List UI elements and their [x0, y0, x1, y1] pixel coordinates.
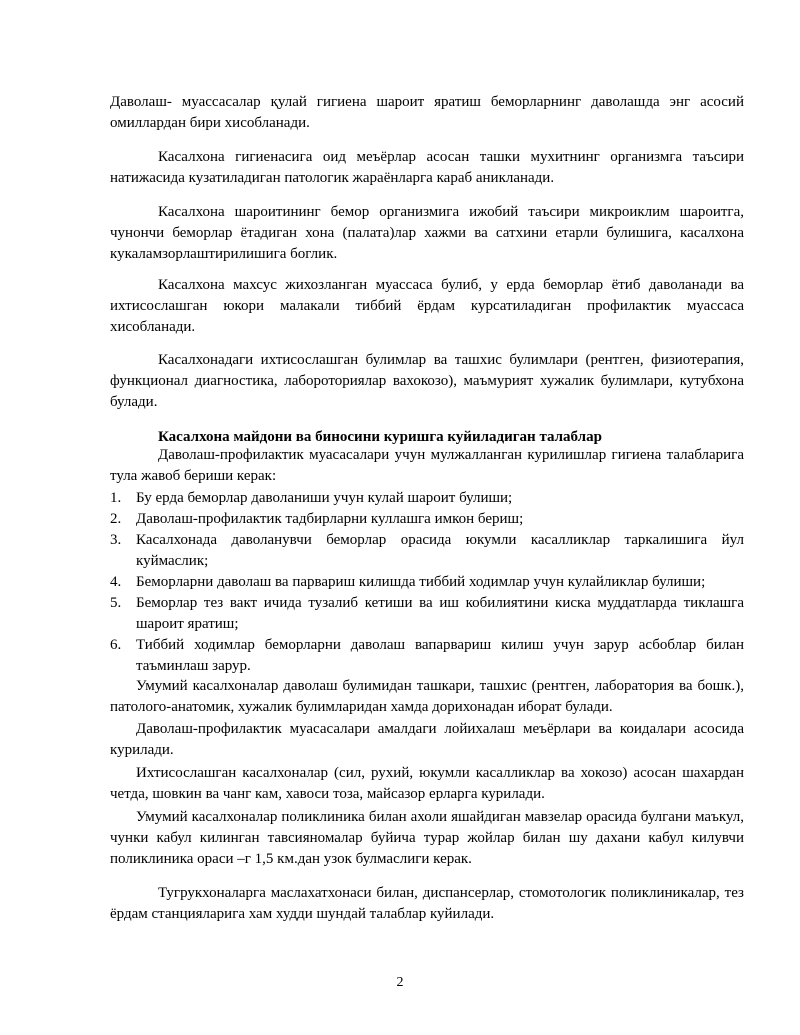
paragraph-maternity: Тугрукхоналарга маслахатхонаси билан, диспансерлар, стомотологик поликлиникалар, тез ёрдам станцияларига хам худди шундай талаблар куйилади.	[110, 885, 744, 922]
list-item: 1. Бу ерда беморлар даволаниши учун кулай шароит булиши;	[110, 490, 513, 506]
requirements-list	[110, 488, 744, 677]
paragraph-hospital-definition: Касалхона махсус жихозланган муассаса булиб, у ерда беморлар ётиб даволанади ва ихтисослашган юкори малакали тиббий ёрдам курсатиладиган профилактик муассаса хисобланади.	[110, 277, 744, 335]
paragraph-microclimate: Касалхона шароитининг бемор организмига ижобий таъсири микроиклим шароитга, чунончи беморлар ётадиган хона (палата)лар хажми ва сатхини етарли булишига, касалхона кукаламзорлаштирилишига боглик.	[110, 204, 744, 262]
section-heading: Касалхона майдони ва биносини куришга куйиладиган талаблар	[158, 429, 602, 445]
paragraph-design-norms: Даволаш-профилактик муасасалари амалдаги лойихалаш меъёрлари ва коидалари асосида курилади.	[110, 721, 744, 758]
paragraph-hygiene-importance: Даволаш- муассасалар қулай гигиена шароит яратиш беморларнинг даволашда энг асосий омиллардан бири хисобланади.	[110, 94, 744, 131]
list-item: 3. Касалхонада даволанувчи беморлар орасида юкумли касалликлар таркалишига йул куймаслик;	[110, 532, 744, 569]
paragraph-polyclinic-distance: Умумий касалхоналар поликлиника билан ахоли яшайдиган мавзелар орасида булгани маъкул, чунки кабул килинган тавсияномалар буйича турар жойлар билан шу дахани кабул килувчи поликлиника ораси –г 1,5 км.дан узок булмаслиги керак.	[110, 809, 744, 867]
list-item: 5. Беморлар тез вакт ичида тузалиб кетиши ва иш кобилиятини киска муддатларда тиклашга шароит яратиш;	[110, 595, 744, 632]
paragraph-requirements-intro: Даволаш-профилактик муасасалари учун мулжалланган курилишлар гигиена талабларига тула жавоб бериши керак:	[110, 447, 744, 484]
paragraph-general-hospitals: Умумий касалхоналар даволаш булимидан ташкари, ташхис (рентген, лаборатория ва бошк.), патолого-анатомик, хужалик булимларидан хамда дорихонадан иборат булади.	[110, 678, 744, 715]
paragraph-departments: Касалхонадаги ихтисослашган булимлар ва ташхис булимлари (рентген, физиотерапия, функционал диагностика, лабороториялар вахокозо), маъмурият хужалик булимлари, кутубхона булади.	[110, 352, 744, 410]
list-item: 2. Даволаш-профилактик тадбирларни куллашга имкон бериш;	[110, 511, 524, 527]
list-item: 6. Тиббий ходимлар беморларни даволаш вапарвариш килиш учун зарур асбоблар билан таъминлаш зарур.	[110, 637, 744, 674]
list-item: 4. Беморларни даволаш ва парвариш килишда тиббий ходимлар учун кулайликлар булиши;	[110, 574, 706, 590]
paragraph-hospital-norms: Касалхона гигиенасига оид меъёрлар асосан ташки мухитнинг организмга таъсири натижасида кузатиладиган патологик жараёнларга караб аникланади.	[110, 149, 744, 186]
paragraph-specialized-hospitals: Ихтисослашган касалхоналар (сил, рухий, юкумли касалликлар ва хокозо) асосан шахардан четда, шовкин ва чанг кам, хавоси тоза, майсазор ерларга курилади.	[110, 765, 744, 802]
page-number: 2	[396, 975, 404, 990]
